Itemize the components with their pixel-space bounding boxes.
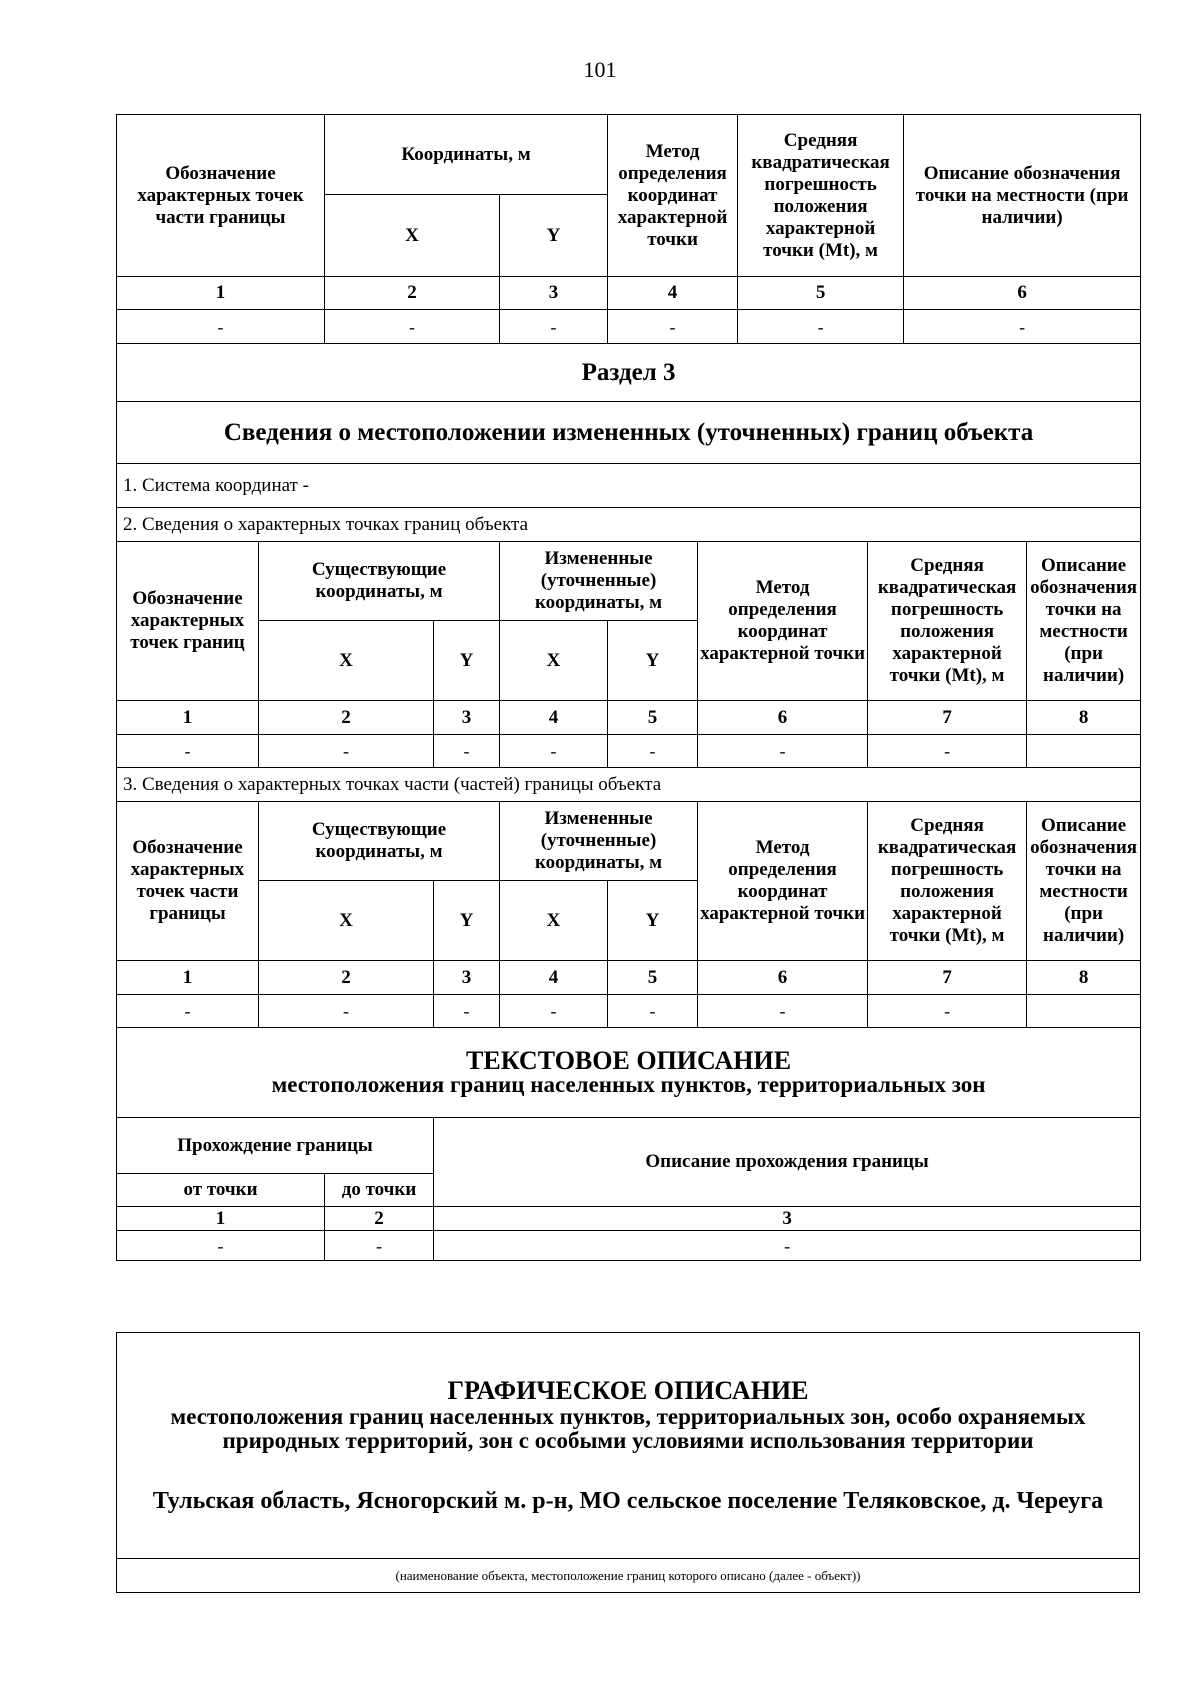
part-num-2: 2 [325, 277, 500, 310]
part-h-coords: Координаты, м [325, 115, 608, 195]
part-h-method: Метод определения координат характерной точки [608, 115, 738, 277]
pbnd-cell: - [500, 995, 608, 1028]
bnd-h-accuracy: Средняя квадратическая погрешность положения характерной точки (Mt), м [868, 542, 1027, 701]
td-cell: - [117, 1231, 325, 1261]
pbnd-num-8: 8 [1027, 961, 1141, 995]
part-num-6: 6 [904, 277, 1141, 310]
bnd-num-2: 2 [259, 701, 434, 735]
bnd-h-designation: Обозначение характерных точек границ [117, 542, 259, 701]
part-cell: - [325, 310, 500, 344]
bnd-h-x-changed: X [500, 621, 608, 701]
bnd-num-4: 4 [500, 701, 608, 735]
graphic-description-table [116, 1332, 1140, 1593]
graphic-description-subtitle: местоположения границ населенных пунктов, территориальных зон, особо охраняемых природных территорий, зон с особыми условиями использования территории [170, 1404, 1086, 1453]
bnd-h-y-changed: Y [608, 621, 698, 701]
pbnd-h-changed: Измененные (уточненные) координаты, м [500, 802, 698, 881]
bnd-h-existing: Существующие координаты, м [259, 542, 500, 621]
part-num-5: 5 [738, 277, 904, 310]
pbnd-num-7: 7 [868, 961, 1027, 995]
bnd-cell [1027, 735, 1141, 768]
pbnd-h-existing: Существующие координаты, м [259, 802, 500, 881]
pbnd-h-designation: Обозначение характерных точек части границы [117, 802, 259, 961]
part-cell: - [738, 310, 904, 344]
text-description-subtitle: местоположения границ населенных пунктов, территориальных зон [271, 1072, 986, 1097]
bnd-num-3: 3 [434, 701, 500, 735]
part-h-designation: Обозначение характерных точек части границы [117, 115, 325, 277]
pbnd-h-accuracy: Средняя квадратическая погрешность положения характерной точки (Mt), м [868, 802, 1027, 961]
pbnd-h-y-existing: Y [434, 881, 500, 961]
pbnd-num-5: 5 [608, 961, 698, 995]
part-h-accuracy: Средняя квадратическая погрешность положения характерной точки (Mt), м [738, 115, 904, 277]
h-passage: Прохождение границы [117, 1118, 434, 1174]
h-passage-description: Описание прохождения границы [434, 1118, 1141, 1207]
h-from-point: от точки [117, 1174, 325, 1207]
object-name: Тульская область, Ясногорский м. р-н, МО сельское поселение Теляковское, д. Череуга [152, 1488, 1104, 1514]
bnd-cell: - [868, 735, 1027, 768]
pbnd-num-1: 1 [117, 961, 259, 995]
pbnd-num-2: 2 [259, 961, 434, 995]
pbnd-num-3: 3 [434, 961, 500, 995]
pbnd-h-y-changed: Y [608, 881, 698, 961]
bnd-cell: - [608, 735, 698, 768]
pbnd-cell [1027, 995, 1141, 1028]
h-to-point: до точки [325, 1174, 434, 1207]
coord-system: 1. Система координат - [117, 464, 1141, 508]
part-points-heading: 3. Сведения о характерных точках части (частей) границы объекта [117, 768, 1141, 802]
bnd-h-y-existing: Y [434, 621, 500, 701]
bnd-num-7: 7 [868, 701, 1027, 735]
td-cell: - [434, 1231, 1141, 1261]
part-num-1: 1 [117, 277, 325, 310]
part-h-description: Описание обозначения точки на местности (при наличии) [904, 115, 1141, 277]
pbnd-cell: - [868, 995, 1027, 1028]
td-num-3: 3 [434, 1207, 1141, 1231]
pbnd-num-4: 4 [500, 961, 608, 995]
pbnd-cell: - [259, 995, 434, 1028]
bnd-cell: - [259, 735, 434, 768]
td-num-2: 2 [325, 1207, 434, 1231]
bnd-cell: - [434, 735, 500, 768]
pbnd-h-x-changed: X [500, 881, 608, 961]
td-cell: - [325, 1231, 434, 1261]
pbnd-num-6: 6 [698, 961, 868, 995]
bnd-num-8: 8 [1027, 701, 1141, 735]
pbnd-cell: - [434, 995, 500, 1028]
bnd-num-5: 5 [608, 701, 698, 735]
section-3-subtitle: Сведения о местоположении измененных (уточненных) границ объекта [117, 402, 1141, 464]
bnd-cell: - [698, 735, 868, 768]
pbnd-cell: - [698, 995, 868, 1028]
part-cell: - [608, 310, 738, 344]
td-num-1: 1 [117, 1207, 325, 1231]
bnd-h-description: Описание обозначения точки на местности (при наличии) [1027, 542, 1141, 701]
graphic-description-title: ГРАФИЧЕСКОЕ ОПИСАНИЕ [447, 1376, 809, 1405]
pbnd-cell: - [117, 995, 259, 1028]
bnd-h-x-existing: X [259, 621, 434, 701]
section-3-title: Раздел 3 [117, 344, 1141, 402]
main-table [116, 114, 1141, 1261]
part-cell: - [904, 310, 1141, 344]
bnd-num-1: 1 [117, 701, 259, 735]
pbnd-h-method: Метод определения координат характерной точки [698, 802, 868, 961]
points-heading: 2. Сведения о характерных точках границ объекта [117, 508, 1141, 542]
pbnd-cell: - [608, 995, 698, 1028]
bnd-h-method: Метод определения координат характерной точки [698, 542, 868, 701]
bnd-h-changed: Измененные (уточненные) координаты, м [500, 542, 698, 621]
bnd-cell: - [117, 735, 259, 768]
part-num-3: 3 [500, 277, 608, 310]
part-cell: - [500, 310, 608, 344]
pbnd-h-description: Описание обозначения точки на местности (при наличии) [1027, 802, 1141, 961]
page-number: 101 [583, 57, 617, 82]
part-num-4: 4 [608, 277, 738, 310]
part-h-y: Y [500, 195, 608, 277]
graphic-description-header [117, 1333, 1140, 1559]
bnd-num-6: 6 [698, 701, 868, 735]
part-h-x: X [325, 195, 500, 277]
text-description-header [117, 1028, 1141, 1118]
bnd-cell: - [500, 735, 608, 768]
object-caption: (наименование объекта, местоположение границ которого описано (далее - объект)) [117, 1559, 1140, 1593]
text-description-title: ТЕКСТОВОЕ ОПИСАНИЕ [466, 1046, 792, 1075]
pbnd-h-x-existing: X [259, 881, 434, 961]
part-cell: - [117, 310, 325, 344]
